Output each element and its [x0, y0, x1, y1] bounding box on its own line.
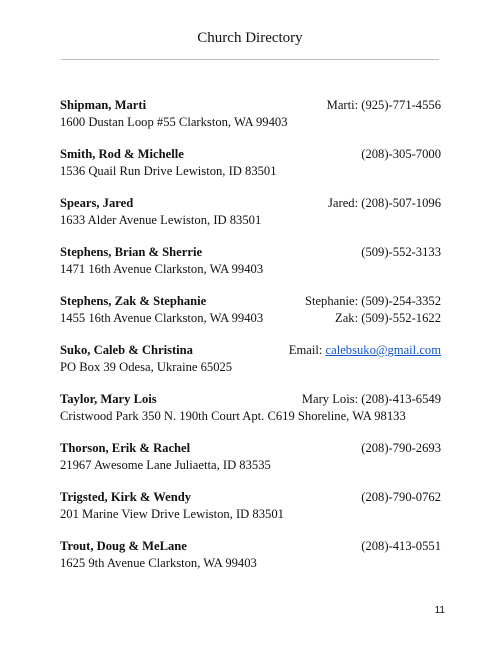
entry-address: 1536 Quail Run Drive Lewiston, ID 83501	[60, 163, 277, 178]
directory-entry	[60, 244, 441, 293]
entry-name: Shipman, Marti	[60, 98, 147, 112]
entry-address-row	[60, 261, 441, 278]
entry-address: 1625 9th Avenue Clarkston, WA 99403	[60, 555, 257, 570]
entry-address-row	[60, 163, 441, 180]
entry-address-row	[60, 506, 441, 523]
entry-address: 21967 Awesome Lane Juliaetta, ID 83535	[60, 457, 271, 472]
entry-name: Stephens, Zak & Stephanie	[60, 294, 207, 308]
entry-address-row	[60, 555, 441, 572]
entry-address-row	[60, 359, 441, 376]
entry-name-row	[60, 440, 441, 457]
entry-phone: Marti: (925)-771-4556	[326, 98, 441, 112]
entry-name-row	[60, 489, 441, 506]
directory-entry	[60, 146, 441, 195]
directory-entry	[60, 342, 441, 391]
entry-phone: (208)-790-2693	[361, 441, 441, 455]
email-link[interactable]: calebsuko@gmail.com	[325, 343, 441, 357]
entry-name-row	[60, 146, 441, 163]
entry-phone: (509)-552-3133	[361, 245, 441, 259]
entry-address: 1633 Alder Avenue Lewiston, ID 83501	[60, 212, 262, 227]
entry-name-row	[60, 97, 441, 114]
entry-name-row	[60, 244, 441, 261]
directory-entry	[60, 440, 441, 489]
entry-name-row	[60, 538, 441, 555]
directory-entry	[60, 293, 441, 342]
entry-phone: Mary Lois: (208)-413-6549	[301, 392, 441, 406]
entry-name: Suko, Caleb & Christina	[60, 343, 193, 357]
entry-address: 1471 16th Avenue Clarkston, WA 99403	[60, 261, 264, 276]
entry-name: Thorson, Erik & Rachel	[60, 441, 191, 455]
entry-name: Taylor, Mary Lois	[60, 392, 157, 406]
page-title: Church Directory	[197, 30, 303, 46]
entry-name: Spears, Jared	[60, 196, 134, 210]
entry-address-row	[60, 310, 441, 327]
entry-phone-secondary: Zak: (509)-552-1622	[335, 310, 441, 325]
entry-address-row	[60, 457, 441, 474]
entry-address-row	[60, 114, 441, 131]
entry-address-row	[60, 212, 441, 229]
entry-address: PO Box 39 Odesa, Ukraine 65025	[60, 359, 233, 374]
entry-name: Stephens, Brian & Sherrie	[60, 245, 203, 259]
directory-entry	[60, 538, 441, 587]
entry-name-row	[60, 391, 441, 408]
page-number: 11	[434, 605, 445, 616]
entry-address-row	[60, 408, 441, 425]
entry-address: 1600 Dustan Loop #55 Clarkston, WA 99403	[60, 114, 288, 129]
entry-phone: (208)-413-0551	[361, 539, 441, 553]
title-divider	[61, 59, 439, 60]
entry-address: 201 Marine View Drive Lewiston, ID 83501	[60, 506, 284, 521]
directory-entry	[60, 195, 441, 244]
entry-name: Trigsted, Kirk & Wendy	[60, 490, 192, 504]
directory-entry	[60, 489, 441, 538]
entry-name-row	[60, 293, 441, 310]
entry-name-row	[60, 195, 441, 212]
directory-list	[60, 97, 441, 587]
entry-phone: Stephanie: (509)-254-3352	[304, 294, 441, 308]
entry-address: 1455 16th Avenue Clarkston, WA 99403	[60, 310, 264, 325]
entry-address: Cristwood Park 350 N. 190th Court Apt. C619 Shoreline, WA 98133	[60, 408, 406, 423]
entry-email	[289, 342, 441, 359]
entry-name: Smith, Rod & Michelle	[60, 147, 184, 161]
entry-phone: Jared: (208)-507-1096	[328, 196, 441, 210]
entry-name: Trout, Doug & MeLane	[60, 539, 187, 553]
entry-phone: (208)-305-7000	[361, 147, 441, 161]
directory-entry	[60, 391, 441, 440]
entry-name-row	[60, 342, 441, 359]
directory-entry	[60, 97, 441, 146]
email-label: Email:	[288, 343, 326, 357]
entry-phone: (208)-790-0762	[361, 490, 441, 504]
